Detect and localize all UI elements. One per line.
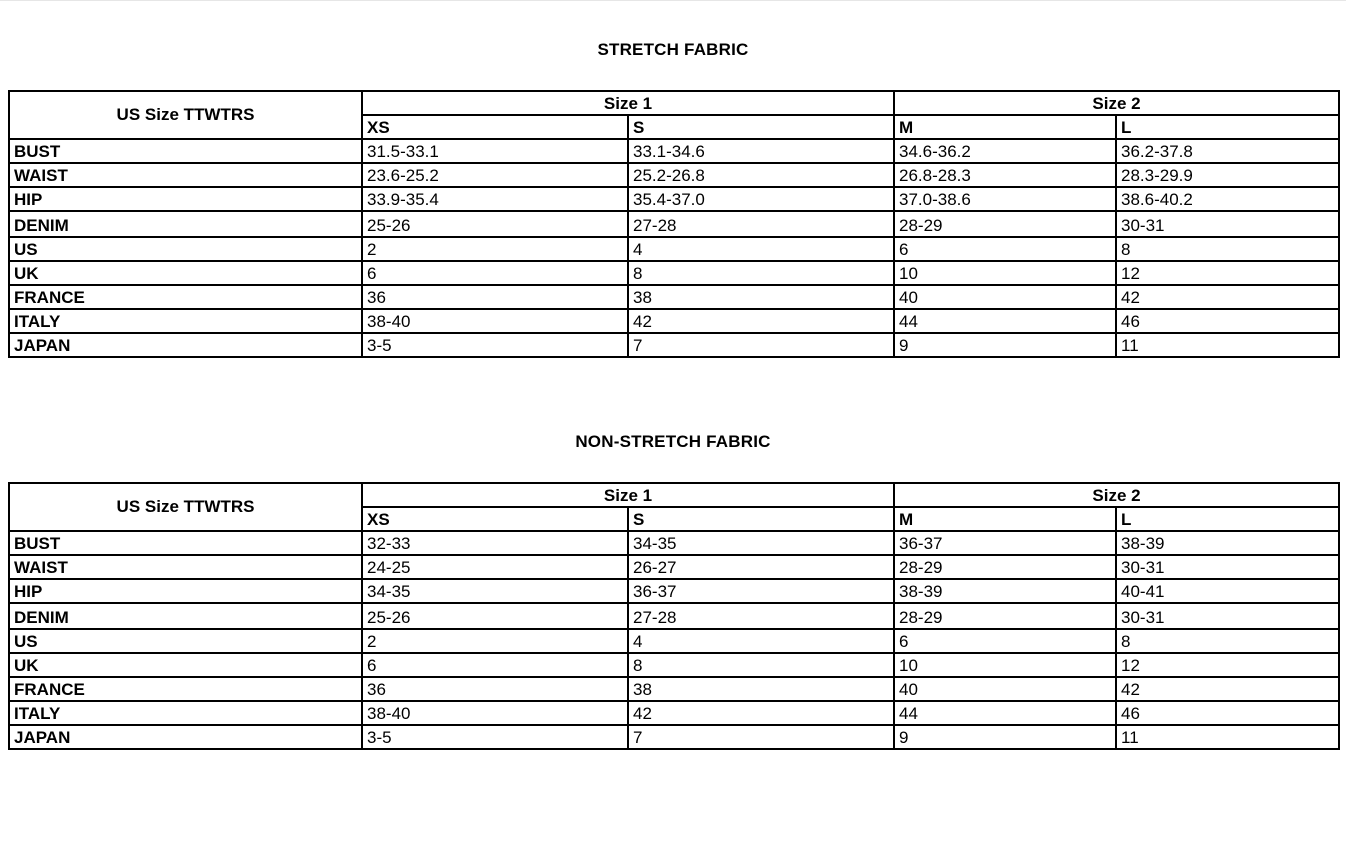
table-cell: 40 (894, 677, 1116, 701)
row-label: DENIM (9, 603, 362, 629)
table-cell: 28-29 (894, 603, 1116, 629)
table-cell: 8 (628, 653, 894, 677)
table-cell: 34-35 (628, 531, 894, 555)
table-cell: 4 (628, 629, 894, 653)
table-cell: 9 (894, 333, 1116, 357)
table-cell: 46 (1116, 701, 1339, 725)
table-cell: 30-31 (1116, 603, 1339, 629)
table-cell: 23.6-25.2 (362, 163, 628, 187)
table-cell: 6 (894, 237, 1116, 261)
table-cell: 36-37 (628, 579, 894, 603)
group-header-size-1: Size 1 (362, 91, 894, 115)
table-cell: 33.9-35.4 (362, 187, 628, 211)
row-label: HIP (9, 187, 362, 211)
row-label: US (9, 629, 362, 653)
table-cell: 8 (1116, 237, 1339, 261)
table-cell: 11 (1116, 725, 1339, 749)
size-header-xs: XS (362, 507, 628, 531)
table-cell: 38-40 (362, 309, 628, 333)
group-header-size-2: Size 2 (894, 91, 1339, 115)
size-header-m: M (894, 507, 1116, 531)
table-cell: 38-40 (362, 701, 628, 725)
table-cell: 38.6-40.2 (1116, 187, 1339, 211)
table-cell: 34.6-36.2 (894, 139, 1116, 163)
table-cell: 2 (362, 629, 628, 653)
table-cell: 7 (628, 725, 894, 749)
table-cell: 44 (894, 309, 1116, 333)
row-label: FRANCE (9, 677, 362, 701)
table-cell: 30-31 (1116, 555, 1339, 579)
table-cell: 25-26 (362, 603, 628, 629)
table-cell: 36.2-37.8 (1116, 139, 1339, 163)
table-cell: 28.3-29.9 (1116, 163, 1339, 187)
table-cell: 42 (1116, 285, 1339, 309)
row-label: FRANCE (9, 285, 362, 309)
row-label: ITALY (9, 309, 362, 333)
table-cell: 38-39 (894, 579, 1116, 603)
table-cell: 12 (1116, 653, 1339, 677)
row-label: UK (9, 261, 362, 285)
top-divider (0, 0, 1346, 1)
corner-label: US Size TTWTRS (9, 483, 362, 531)
row-label: WAIST (9, 163, 362, 187)
table-row-hip (9, 579, 1339, 603)
table-cell: 11 (1116, 333, 1339, 357)
table-cell: 10 (894, 261, 1116, 285)
non-stretch-size-table (8, 482, 1340, 750)
table-cell: 6 (362, 653, 628, 677)
table-cell: 35.4-37.0 (628, 187, 894, 211)
table-cell: 26.8-28.3 (894, 163, 1116, 187)
table-cell: 46 (1116, 309, 1339, 333)
row-label: BUST (9, 531, 362, 555)
table-cell: 38-39 (1116, 531, 1339, 555)
table-row-hip (9, 187, 1339, 211)
group-header-size-2: Size 2 (894, 483, 1339, 507)
table-row-us (9, 237, 1339, 261)
row-label: JAPAN (9, 725, 362, 749)
row-label: UK (9, 653, 362, 677)
table-cell: 6 (894, 629, 1116, 653)
table-cell: 30-31 (1116, 211, 1339, 237)
row-label: HIP (9, 579, 362, 603)
size-header-l: L (1116, 507, 1339, 531)
stretch-size-table (8, 90, 1340, 358)
table-cell: 36-37 (894, 531, 1116, 555)
table-cell: 6 (362, 261, 628, 285)
table-cell: 44 (894, 701, 1116, 725)
size-header-l: L (1116, 115, 1339, 139)
table-cell: 8 (628, 261, 894, 285)
table-cell: 38 (628, 285, 894, 309)
table-row-france (9, 285, 1339, 309)
table-row-italy (9, 309, 1339, 333)
size-header-xs: XS (362, 115, 628, 139)
table-cell: 2 (362, 237, 628, 261)
table-row-japan (9, 333, 1339, 357)
table-row-italy (9, 701, 1339, 725)
table-cell: 40 (894, 285, 1116, 309)
table-row-uk (9, 653, 1339, 677)
corner-label: US Size TTWTRS (9, 91, 362, 139)
table-row-waist (9, 555, 1339, 579)
table-cell: 37.0-38.6 (894, 187, 1116, 211)
table-cell: 10 (894, 653, 1116, 677)
table-cell: 24-25 (362, 555, 628, 579)
table-row-denim (9, 603, 1339, 629)
table-row-japan (9, 725, 1339, 749)
table-cell: 25.2-26.8 (628, 163, 894, 187)
non-stretch-fabric-title: NON-STRETCH FABRIC (575, 432, 771, 451)
table-cell: 26-27 (628, 555, 894, 579)
table-cell: 4 (628, 237, 894, 261)
table-cell: 42 (1116, 677, 1339, 701)
table-row-denim (9, 211, 1339, 237)
table-row-uk (9, 261, 1339, 285)
table-cell: 28-29 (894, 555, 1116, 579)
table-cell: 3-5 (362, 333, 628, 357)
table-row-us (9, 629, 1339, 653)
table-cell: 36 (362, 285, 628, 309)
row-label: JAPAN (9, 333, 362, 357)
table-cell: 7 (628, 333, 894, 357)
table-cell: 3-5 (362, 725, 628, 749)
table-row-france (9, 677, 1339, 701)
table-cell: 34-35 (362, 579, 628, 603)
row-label: WAIST (9, 555, 362, 579)
row-label: ITALY (9, 701, 362, 725)
table-row-bust (9, 139, 1339, 163)
group-header-size-1: Size 1 (362, 483, 894, 507)
row-label: BUST (9, 139, 362, 163)
table-cell: 8 (1116, 629, 1339, 653)
table-row-bust (9, 531, 1339, 555)
table-cell: 33.1-34.6 (628, 139, 894, 163)
table-cell: 12 (1116, 261, 1339, 285)
row-label: US (9, 237, 362, 261)
table-cell: 40-41 (1116, 579, 1339, 603)
row-label: DENIM (9, 211, 362, 237)
size-header-m: M (894, 115, 1116, 139)
table-cell: 27-28 (628, 211, 894, 237)
table-cell: 31.5-33.1 (362, 139, 628, 163)
table-cell: 9 (894, 725, 1116, 749)
size-header-s: S (628, 115, 894, 139)
table-cell: 36 (362, 677, 628, 701)
table-row-waist (9, 163, 1339, 187)
stretch-fabric-title: STRETCH FABRIC (597, 40, 749, 59)
table-cell: 25-26 (362, 211, 628, 237)
table-cell: 27-28 (628, 603, 894, 629)
table-cell: 38 (628, 677, 894, 701)
table-cell: 42 (628, 309, 894, 333)
table-cell: 32-33 (362, 531, 628, 555)
table-cell: 42 (628, 701, 894, 725)
table-cell: 28-29 (894, 211, 1116, 237)
size-header-s: S (628, 507, 894, 531)
